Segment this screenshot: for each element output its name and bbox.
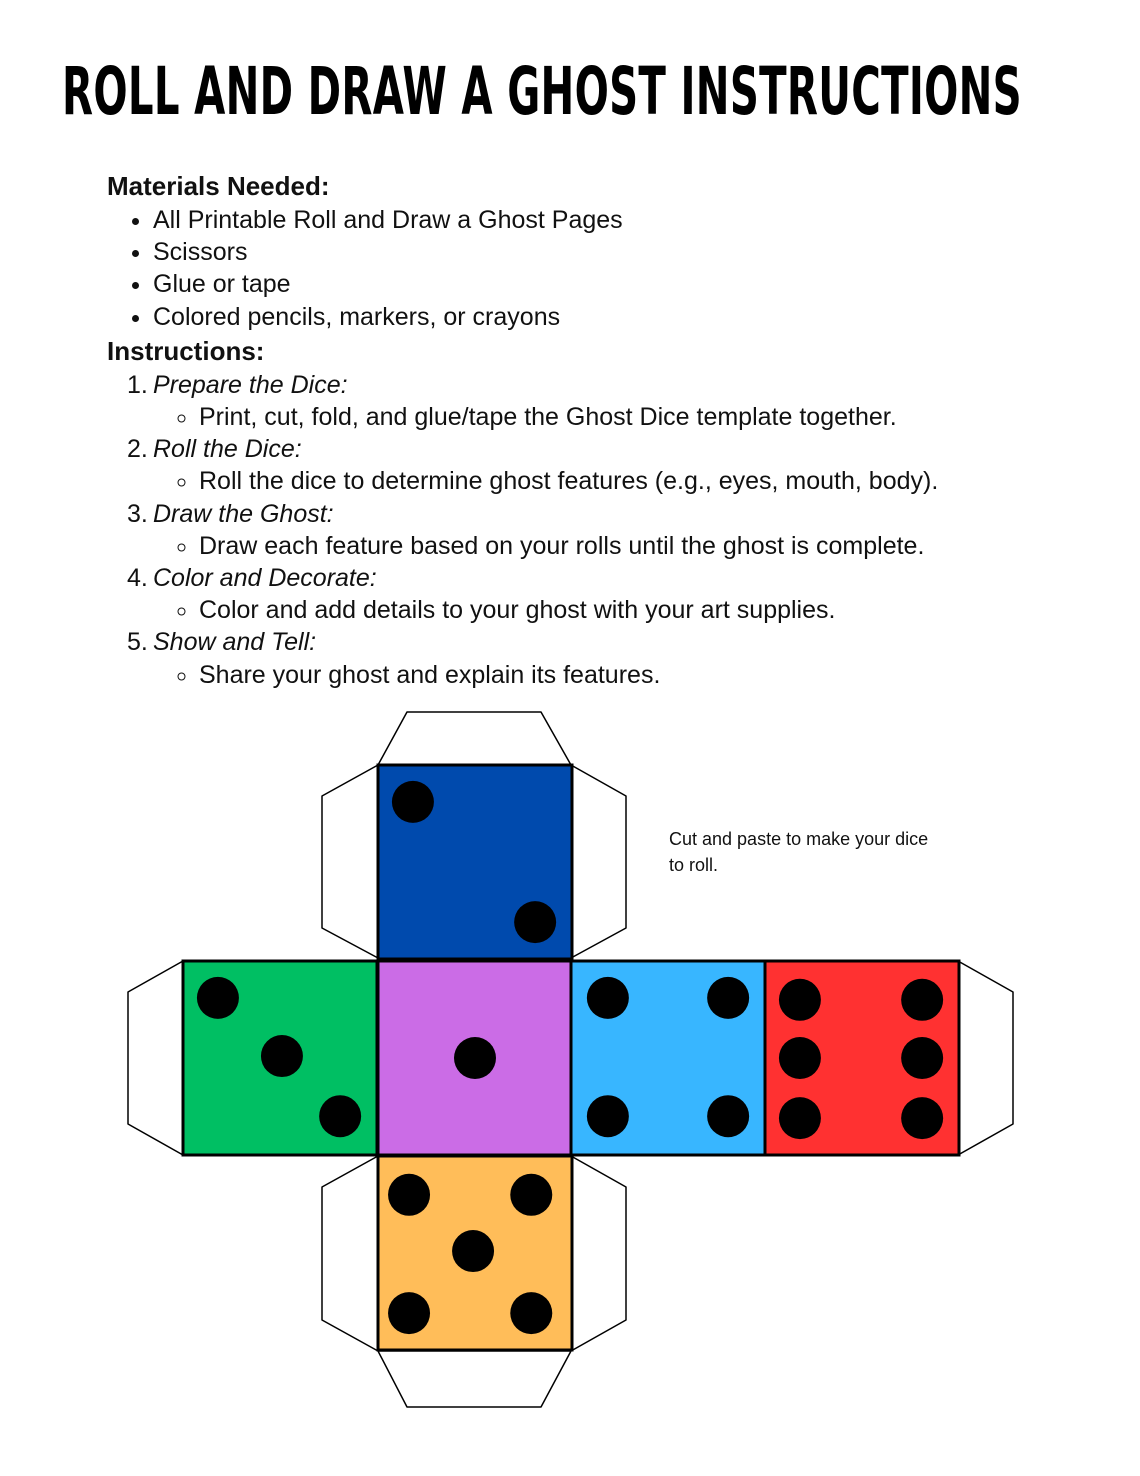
step-detail: ◦ Print, cut, fold, and glue/tape the Ghost Dice template together. — [199, 401, 1067, 433]
dice-pip — [707, 1095, 749, 1137]
step-title: Color and Decorate: — [153, 564, 377, 593]
list-item: • Glue or tape — [153, 268, 1067, 300]
glue-tab-top-right — [571, 765, 626, 958]
instructions-content — [107, 168, 1067, 691]
step-item — [153, 433, 1067, 497]
instructions-heading: Instructions: — [107, 335, 265, 366]
step-item — [153, 369, 1067, 433]
dice-pip — [319, 1095, 361, 1137]
glue-tab-bottom — [378, 1351, 571, 1407]
dice-pip — [779, 1037, 821, 1079]
dice-pip — [388, 1174, 430, 1216]
dice-pip — [901, 1097, 943, 1139]
list-item: • All Printable Roll and Draw a Ghost Pages — [153, 204, 1067, 236]
dice-caption: Cut and paste to make your dice to roll. — [669, 829, 929, 875]
dice-pip — [901, 1037, 943, 1079]
step-title: Show and Tell: — [153, 628, 317, 657]
dice-pip — [779, 979, 821, 1021]
dice-pip — [779, 1097, 821, 1139]
step-detail: ◦ Color and add details to your ghost with your art supplies. — [199, 594, 1067, 626]
glue-tab-bottom-left — [322, 1156, 378, 1351]
glue-tab-far-right — [958, 961, 1013, 1155]
dice-pip — [707, 977, 749, 1019]
dice-pip — [261, 1035, 303, 1077]
glue-tab-top — [378, 712, 571, 765]
dice-pip — [587, 1095, 629, 1137]
dice-net — [0, 700, 1140, 1420]
page-title — [62, 48, 1062, 132]
glue-tab-top-left — [322, 765, 378, 958]
page-title-text: ROLL AND DRAW A GHOST INSTRUCTIONS — [62, 53, 1022, 130]
dice-pip — [514, 901, 556, 943]
list-item: • Colored pencils, markers, or crayons — [153, 301, 1067, 333]
list-item: • Scissors — [153, 236, 1067, 268]
step-title: Prepare the Dice: — [153, 370, 348, 399]
materials-list — [107, 204, 1067, 333]
dice-pip — [454, 1037, 496, 1079]
dice-pip — [388, 1292, 430, 1334]
step-detail: ◦ Share your ghost and explain its features. — [199, 659, 1067, 691]
dice-pip — [510, 1174, 552, 1216]
dice-pip — [901, 979, 943, 1021]
step-title: Draw the Ghost: — [153, 499, 334, 528]
materials-heading: Materials Needed: — [107, 171, 330, 201]
step-title: Roll the Dice: — [153, 435, 302, 464]
step-item — [153, 498, 1067, 562]
dice-pip — [587, 977, 629, 1019]
dice-pip — [510, 1292, 552, 1334]
glue-tab-left — [128, 961, 183, 1155]
dice-pip — [392, 781, 434, 823]
step-detail: ◦ Roll the dice to determine ghost features (e.g., eyes, mouth, body). — [199, 465, 1067, 497]
step-item — [153, 626, 1067, 690]
step-detail: ◦ Draw each feature based on your rolls until the ghost is complete. — [199, 530, 1067, 562]
glue-tab-bottom-right — [571, 1156, 626, 1351]
instruction-steps — [107, 369, 1067, 691]
step-item — [153, 562, 1067, 626]
dice-pip — [452, 1230, 494, 1272]
dice-pip — [197, 977, 239, 1019]
